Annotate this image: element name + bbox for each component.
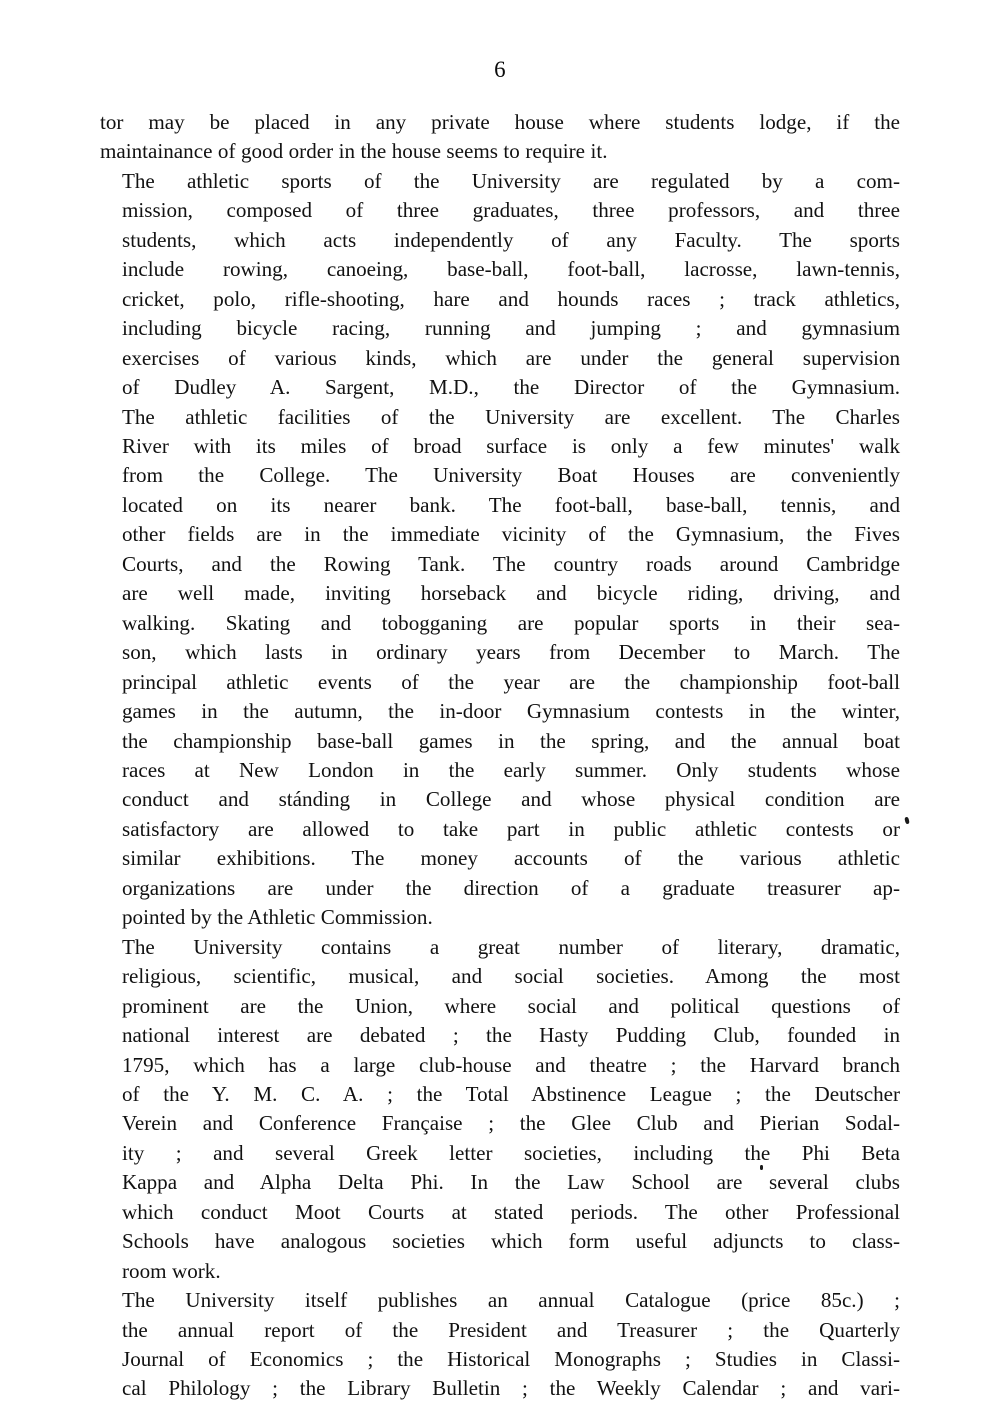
- text-line: national interest are debated ; the Hasty Pudding Club, founded in: [122, 1023, 900, 1048]
- text-line: 1795, which has a large club-house and theatre ; the Harvard branch: [122, 1052, 900, 1077]
- text-line: from the College. The University Boat Houses are conveniently: [122, 463, 900, 488]
- text-line: Schools have analogous societies which form useful adjuncts to class-: [122, 1229, 900, 1254]
- text-line: Verein and Conference Française ; the Glee Club and Pierian Sodal-: [122, 1111, 900, 1136]
- text-line: pointed by the Athletic Commission.: [122, 905, 433, 930]
- text-line: The athletic facilities of the University are excellent. The Charles: [122, 404, 900, 429]
- text-line: ity ; and several Greek letter societies, including the Phi Beta: [122, 1140, 900, 1165]
- text-line: exercises of various kinds, which are under the general supervision: [122, 345, 900, 370]
- text-line: the annual report of the President and Treasurer ; the Quarterly: [122, 1317, 900, 1342]
- text-line: satisfactory are allowed to take part in public athletic contests or: [122, 816, 900, 841]
- text-line: walking. Skating and tobogganing are popular sports in their sea-: [122, 610, 900, 635]
- text-line: Journal of Economics ; the Historical Monographs ; Studies in Classi-: [122, 1347, 900, 1372]
- text-line: prominent are the Union, where social and political questions of: [122, 993, 900, 1018]
- paragraph-societies: [100, 933, 900, 1286]
- text-line: principal athletic events of the year are the championship foot-ball: [122, 669, 900, 694]
- text-line: races at New London in the early summer. Only students whose: [122, 757, 900, 782]
- text-line: mission, composed of three graduates, three professors, and three: [122, 198, 900, 223]
- text-line: located on its nearer bank. The foot-ball, base-ball, tennis, and: [122, 492, 900, 517]
- text-line: son, which lasts in ordinary years from December to March. The: [122, 640, 900, 665]
- page-text-block: [100, 108, 900, 1404]
- text-line: games in the autumn, the in-door Gymnasium contests in the winter,: [122, 699, 900, 724]
- paragraph-athletics: [100, 167, 900, 933]
- text-line: Kappa and Alpha Delta Phi. In the Law School are several clubs: [122, 1170, 900, 1195]
- text-line: Courts, and the Rowing Tank. The country roads around Cambridge: [122, 551, 900, 576]
- text-line: students, which acts independently of any Faculty. The sports: [122, 227, 900, 252]
- text-line: of the Y. M. C. A. ; the Total Abstinence League ; the Deutscher: [122, 1081, 900, 1106]
- page-number: 6: [494, 57, 506, 82]
- text-line: organizations are under the direction of a graduate treasurer ap-: [122, 875, 900, 900]
- text-line: The University itself publishes an annual Catalogue (price 85c.) ;: [122, 1288, 900, 1313]
- text-line: which conduct Moot Courts at stated periods. The other Professional: [122, 1199, 900, 1224]
- text-line: religious, scientific, musical, and social societies. Among the most: [122, 964, 900, 989]
- text-line: other fields are in the immediate vicinity of the Gymnasium, the Fives: [122, 522, 900, 547]
- text-line: The University contains a great number of literary, dramatic,: [122, 934, 900, 959]
- text-line: maintainance of good order in the house seems to require it.: [100, 139, 608, 164]
- text-line: cricket, polo, rifle-shooting, hare and hounds races ; track athletics,: [122, 286, 900, 311]
- text-line: conduct and stánding in College and whose physical condition are: [122, 787, 900, 812]
- text-line: the championship base-ball games in the spring, and the annual boat: [122, 728, 900, 753]
- text-line: including bicycle racing, running and jumping ; and gymnasium: [122, 316, 900, 341]
- scan-speck-icon: [904, 817, 910, 825]
- text-line: room work.: [122, 1258, 221, 1283]
- text-line: tor may be placed in any private house where students lodge, if the: [100, 110, 900, 134]
- paragraph-publications: [100, 1286, 900, 1404]
- text-line: of Dudley A. Sargent, M.D., the Director of the Gymnasium.: [122, 375, 900, 400]
- text-line: include rowing, canoeing, base-ball, foot-ball, lacrosse, lawn-tennis,: [122, 257, 900, 282]
- text-line: are well made, inviting horseback and bicycle riding, driving, and: [122, 581, 900, 606]
- text-line: cal Philology ; the Library Bulletin ; the Weekly Calendar ; and vari-: [122, 1376, 900, 1401]
- text-line: River with its miles of broad surface is only a few minutes' walk: [122, 433, 900, 458]
- text-line: The athletic sports of the University are regulated by a com-: [122, 168, 900, 193]
- paragraph-continuation: [100, 108, 900, 167]
- text-line: similar exhibitions. The money accounts of the various athletic: [122, 846, 900, 871]
